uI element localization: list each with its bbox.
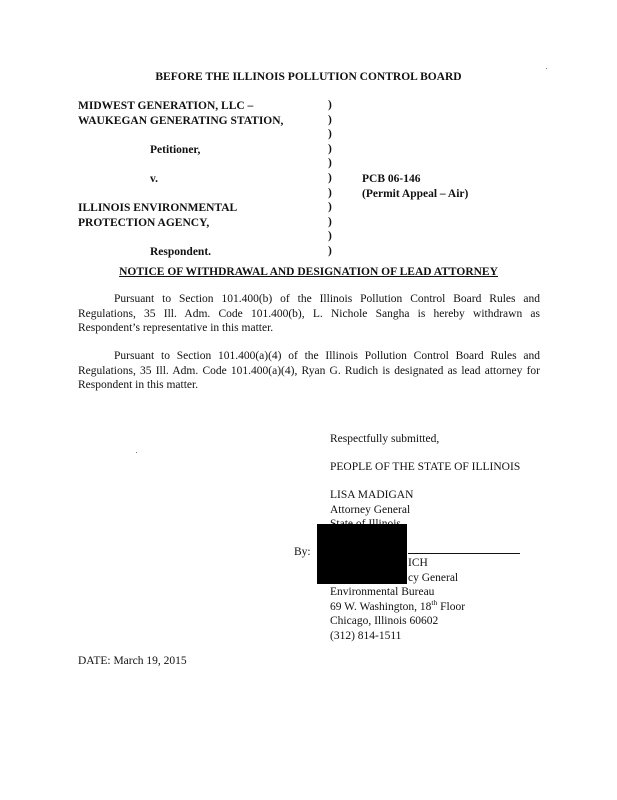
petitioner-name-line-2: WAUKEGAN GENERATING STATION, [78, 114, 284, 127]
case-number-block [362, 172, 468, 201]
notice-title: NOTICE OF WITHDRAWAL AND DESIGNATION OF LEAD ATTORNEY [119, 266, 498, 278]
paragraph-designation [78, 349, 540, 393]
petitioner-label: Petitioner, [150, 143, 201, 156]
closing: Respectfully submitted, [330, 433, 440, 445]
paragraph-withdrawal-text: Pursuant to Section 101.400(b) of the Illinois Pollution Control Board Rules and Regulations, 35 Ill. Adm. Code 101.400(b), L. Nichole Sangha is hereby withdrawn as Respondent’s representative in this matter. [78, 293, 540, 335]
paragraph-withdrawal [78, 292, 540, 336]
address-street: 69 W. Washington, 18 [330, 600, 432, 613]
paren: ) [328, 186, 332, 199]
court-heading: BEFORE THE ILLINOIS POLLUTION CONTROL BOARD [155, 71, 462, 83]
ag-name: LISA MADIGAN [330, 489, 414, 501]
address-line-2: Chicago, Illinois 60602 [330, 615, 439, 628]
paren: ) [328, 142, 332, 155]
paren: ) [328, 157, 332, 170]
redaction-box [317, 524, 407, 584]
scan-speck [136, 452, 137, 453]
case-number: PCB 06-146 [362, 173, 421, 185]
paren: ) [328, 171, 332, 184]
signature-line [408, 553, 520, 554]
ag-title: Attorney General [330, 503, 411, 516]
paren: ) [328, 128, 332, 141]
bureau: Environmental Bureau [330, 586, 435, 599]
caption-parentheses [328, 99, 338, 260]
attorney-title-partial: cy General [408, 571, 459, 584]
paren: ) [328, 215, 332, 228]
by-label: By: [294, 546, 311, 558]
petitioner-name-line-1: MIDWEST GENERATION, LLC – [78, 100, 254, 112]
versus-label: v. [150, 172, 158, 185]
address-floor: Floor [437, 600, 466, 613]
respondent-label: Respondent. [150, 245, 212, 258]
address-sup: th [431, 597, 438, 607]
paren: ) [328, 244, 332, 257]
paren: ) [328, 201, 332, 214]
paren: ) [328, 230, 332, 243]
party-name: PEOPLE OF THE STATE OF ILLINOIS [330, 461, 521, 473]
paragraph-designation-text: Pursuant to Section 101.400(a)(4) of the Illinois Pollution Control Board Rules and Regulations, 35 Ill. Adm. Code 101.400(a)(4), Ryan G. Rudich is designated as lead attorney for Respondent in this matter. [78, 350, 540, 392]
scan-speck [546, 68, 547, 69]
date-line: DATE: March 19, 2015 [78, 655, 187, 667]
paren: ) [328, 99, 332, 111]
case-type: (Permit Appeal – Air) [362, 187, 469, 200]
respondent-name-line-1: ILLINOIS ENVIRONMENTAL [78, 202, 238, 215]
respondent-name-line-2: PROTECTION AGENCY, [78, 216, 210, 229]
case-caption-parties [78, 99, 283, 260]
attorney-name-partial: ICH [408, 557, 428, 569]
phone: (312) 814-1511 [330, 629, 402, 642]
paren: ) [328, 113, 332, 126]
address-line-1 [330, 597, 466, 615]
